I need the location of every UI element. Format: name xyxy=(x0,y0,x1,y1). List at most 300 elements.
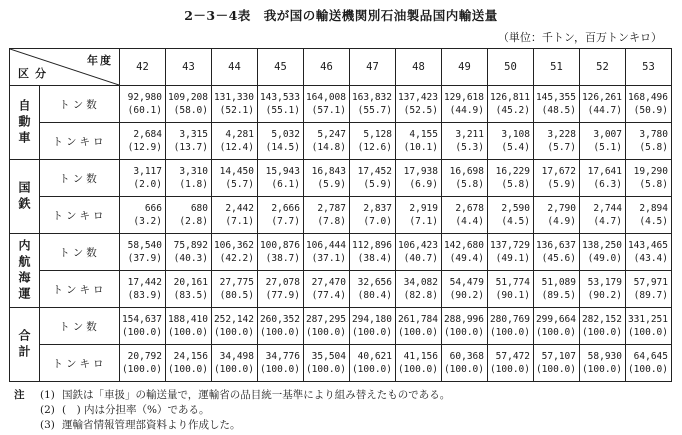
table-row xyxy=(10,160,672,197)
note-number: (3) xyxy=(40,419,55,431)
share-value: (5.4) xyxy=(501,142,530,153)
unit-label: （単位：千トン，百万トンキロ） xyxy=(497,31,662,44)
volume-value: 106,362 xyxy=(213,240,254,251)
volume-value: 51,089 xyxy=(541,277,576,288)
volume-value: 58,930 xyxy=(587,351,622,362)
volume-value: 188,410 xyxy=(167,314,208,325)
share-value: (38.4) xyxy=(357,253,392,264)
volume-value: 288,996 xyxy=(443,314,484,325)
volume-value: 4,281 xyxy=(225,129,254,140)
value-cell xyxy=(626,271,672,308)
value-cell xyxy=(396,345,442,382)
volume-value: 112,896 xyxy=(351,240,392,251)
value-cell xyxy=(212,271,258,308)
volume-value: 331,251 xyxy=(627,314,668,325)
volume-value: 34,082 xyxy=(403,277,438,288)
volume-value: 100,876 xyxy=(259,240,300,251)
volume-value: 17,938 xyxy=(403,166,438,177)
volume-value: 57,107 xyxy=(541,351,576,362)
table-title: 2－3－4表 我が国の輸送機関別石油製品国内輸送量 xyxy=(184,8,498,23)
share-value: (7.1) xyxy=(409,216,438,227)
share-value: (100.0) xyxy=(397,364,438,375)
share-value: (89.7) xyxy=(633,290,668,301)
transport-volume-table xyxy=(9,48,672,382)
share-value: (100.0) xyxy=(489,327,530,338)
value-cell xyxy=(534,197,580,234)
note-text: ( ) 内は分担率（%）である。 xyxy=(62,404,210,416)
value-cell xyxy=(580,234,626,271)
share-value: (6.3) xyxy=(593,179,622,190)
category-label: 国鉄 xyxy=(17,180,31,213)
value-cell xyxy=(350,234,396,271)
value-cell xyxy=(350,308,396,345)
value-cell xyxy=(212,123,258,160)
category-cell xyxy=(10,308,40,382)
table-row xyxy=(10,123,672,160)
share-value: (37.1) xyxy=(311,253,346,264)
notes xyxy=(14,388,450,433)
volume-value: 3,211 xyxy=(455,129,484,140)
value-cell xyxy=(304,234,350,271)
volume-value: 16,843 xyxy=(311,166,346,177)
category-label: 合計 xyxy=(17,328,31,361)
volume-value: 16,229 xyxy=(495,166,530,177)
volume-value: 3,007 xyxy=(593,129,622,140)
metric-label: トン数 xyxy=(40,160,120,197)
share-value: (77.4) xyxy=(311,290,346,301)
value-cell xyxy=(488,234,534,271)
volume-value: 20,792 xyxy=(127,351,162,362)
share-value: (12.9) xyxy=(127,142,162,153)
year-axis-label: 年度 xyxy=(87,54,113,67)
share-value: (82.8) xyxy=(403,290,438,301)
volume-value: 252,142 xyxy=(213,314,254,325)
volume-value: 136,637 xyxy=(535,240,576,251)
share-value: (7.8) xyxy=(317,216,346,227)
volume-value: 3,315 xyxy=(179,129,208,140)
share-value: (100.0) xyxy=(443,364,484,375)
value-cell xyxy=(488,345,534,382)
value-cell xyxy=(212,160,258,197)
value-cell xyxy=(396,123,442,160)
volume-value: 163,832 xyxy=(351,92,392,103)
value-cell xyxy=(534,271,580,308)
note-row xyxy=(14,388,450,403)
share-value: (80.4) xyxy=(357,290,392,301)
note-number: (1) xyxy=(40,389,55,401)
value-cell xyxy=(626,234,672,271)
year-header: 46 xyxy=(304,49,350,86)
share-value: (45.6) xyxy=(541,253,576,264)
table-row xyxy=(10,271,672,308)
share-value: (90.1) xyxy=(495,290,530,301)
table-row xyxy=(10,234,672,271)
value-cell xyxy=(626,197,672,234)
value-cell xyxy=(488,86,534,123)
volume-value: 168,496 xyxy=(627,92,668,103)
volume-value: 75,892 xyxy=(173,240,208,251)
share-value: (7.7) xyxy=(271,216,300,227)
share-value: (12.4) xyxy=(219,142,254,153)
value-cell xyxy=(120,123,166,160)
share-value: (5.7) xyxy=(225,179,254,190)
volume-value: 138,250 xyxy=(581,240,622,251)
note-number: (2) xyxy=(40,404,55,416)
category-axis-label: 区分 xyxy=(18,67,52,80)
share-value: (4.5) xyxy=(639,216,668,227)
share-value: (5.9) xyxy=(363,179,392,190)
share-value: (49.1) xyxy=(495,253,530,264)
share-value: (4.9) xyxy=(547,216,576,227)
value-cell xyxy=(304,308,350,345)
value-cell xyxy=(350,123,396,160)
corner-header xyxy=(10,49,120,86)
share-value: (100.0) xyxy=(581,327,622,338)
share-value: (7.1) xyxy=(225,216,254,227)
volume-value: 2,919 xyxy=(409,203,438,214)
share-value: (100.0) xyxy=(627,327,668,338)
volume-value: 131,330 xyxy=(213,92,254,103)
notes-label: 注 xyxy=(14,389,25,401)
share-value: (2.0) xyxy=(133,179,162,190)
share-value: (12.6) xyxy=(357,142,392,153)
volume-value: 34,498 xyxy=(219,351,254,362)
volume-value: 142,680 xyxy=(443,240,484,251)
value-cell xyxy=(258,234,304,271)
value-cell xyxy=(304,160,350,197)
value-cell xyxy=(442,308,488,345)
share-value: (5.8) xyxy=(455,179,484,190)
value-cell xyxy=(580,345,626,382)
volume-value: 2,790 xyxy=(547,203,576,214)
share-value: (50.9) xyxy=(633,105,668,116)
value-cell xyxy=(166,160,212,197)
share-value: (90.2) xyxy=(449,290,484,301)
value-cell xyxy=(258,160,304,197)
value-cell xyxy=(258,308,304,345)
volume-value: 680 xyxy=(190,203,208,214)
volume-value: 3,780 xyxy=(639,129,668,140)
volume-value: 16,698 xyxy=(449,166,484,177)
share-value: (7.0) xyxy=(363,216,392,227)
value-cell xyxy=(580,160,626,197)
value-cell xyxy=(350,160,396,197)
volume-value: 27,775 xyxy=(219,277,254,288)
value-cell xyxy=(580,271,626,308)
value-cell xyxy=(304,345,350,382)
share-value: (1.8) xyxy=(179,179,208,190)
table-row xyxy=(10,197,672,234)
volume-value: 299,664 xyxy=(535,314,576,325)
share-value: (4.4) xyxy=(455,216,484,227)
volume-value: 2,678 xyxy=(455,203,484,214)
value-cell xyxy=(580,123,626,160)
value-cell xyxy=(534,86,580,123)
volume-value: 5,032 xyxy=(271,129,300,140)
volume-value: 137,423 xyxy=(397,92,438,103)
value-cell xyxy=(166,271,212,308)
value-cell xyxy=(534,308,580,345)
volume-value: 2,837 xyxy=(363,203,392,214)
share-value: (14.8) xyxy=(311,142,346,153)
share-value: (52.5) xyxy=(403,105,438,116)
share-value: (89.5) xyxy=(541,290,576,301)
value-cell xyxy=(166,234,212,271)
value-cell xyxy=(212,234,258,271)
share-value: (100.0) xyxy=(213,364,254,375)
share-value: (44.7) xyxy=(587,105,622,116)
volume-value: 282,152 xyxy=(581,314,622,325)
volume-value: 143,533 xyxy=(259,92,300,103)
volume-value: 4,155 xyxy=(409,129,438,140)
volume-value: 137,729 xyxy=(489,240,530,251)
volume-value: 54,479 xyxy=(449,277,484,288)
value-cell xyxy=(396,271,442,308)
share-value: (100.0) xyxy=(627,364,668,375)
category-cell xyxy=(10,86,40,160)
share-value: (48.5) xyxy=(541,105,576,116)
value-cell xyxy=(488,160,534,197)
value-cell xyxy=(120,160,166,197)
volume-value: 17,672 xyxy=(541,166,576,177)
value-cell xyxy=(120,271,166,308)
volume-value: 51,774 xyxy=(495,277,530,288)
value-cell xyxy=(534,345,580,382)
value-cell xyxy=(626,123,672,160)
value-cell xyxy=(212,197,258,234)
volume-value: 35,504 xyxy=(311,351,346,362)
volume-value: 17,442 xyxy=(127,277,162,288)
value-cell xyxy=(442,123,488,160)
value-cell xyxy=(166,86,212,123)
volume-value: 57,971 xyxy=(633,277,668,288)
volume-value: 261,784 xyxy=(397,314,438,325)
volume-value: 5,128 xyxy=(363,129,392,140)
volume-value: 2,442 xyxy=(225,203,254,214)
value-cell xyxy=(350,86,396,123)
share-value: (42.2) xyxy=(219,253,254,264)
share-value: (13.7) xyxy=(173,142,208,153)
volume-value: 41,156 xyxy=(403,351,438,362)
value-cell xyxy=(580,197,626,234)
year-header: 45 xyxy=(258,49,304,86)
volume-value: 2,787 xyxy=(317,203,346,214)
share-value: (83.9) xyxy=(127,290,162,301)
value-cell xyxy=(350,345,396,382)
note-row xyxy=(14,403,450,418)
share-value: (5.7) xyxy=(547,142,576,153)
share-value: (49.4) xyxy=(449,253,484,264)
volume-value: 109,208 xyxy=(167,92,208,103)
volume-value: 3,310 xyxy=(179,166,208,177)
value-cell xyxy=(488,197,534,234)
value-cell xyxy=(304,86,350,123)
metric-label: トン数 xyxy=(40,308,120,345)
share-value: (100.0) xyxy=(167,327,208,338)
table-row xyxy=(10,345,672,382)
share-value: (77.9) xyxy=(265,290,300,301)
share-value: (5.8) xyxy=(639,179,668,190)
share-value: (44.9) xyxy=(449,105,484,116)
category-label: 自動車 xyxy=(17,98,31,147)
share-value: (5.9) xyxy=(317,179,346,190)
share-value: (100.0) xyxy=(167,364,208,375)
volume-value: 32,656 xyxy=(357,277,392,288)
share-value: (100.0) xyxy=(351,364,392,375)
volume-value: 24,156 xyxy=(173,351,208,362)
value-cell xyxy=(350,197,396,234)
share-value: (100.0) xyxy=(305,327,346,338)
value-cell xyxy=(258,197,304,234)
category-cell xyxy=(10,160,40,234)
category-cell xyxy=(10,234,40,308)
share-value: (55.1) xyxy=(265,105,300,116)
volume-value: 280,769 xyxy=(489,314,530,325)
value-cell xyxy=(442,86,488,123)
value-cell xyxy=(626,308,672,345)
table-row xyxy=(10,308,672,345)
share-value: (100.0) xyxy=(121,364,162,375)
year-header: 48 xyxy=(396,49,442,86)
value-cell xyxy=(442,234,488,271)
share-value: (49.0) xyxy=(587,253,622,264)
metric-label: トン数 xyxy=(40,234,120,271)
volume-value: 2,590 xyxy=(501,203,530,214)
year-header: 49 xyxy=(442,49,488,86)
volume-value: 2,666 xyxy=(271,203,300,214)
share-value: (43.4) xyxy=(633,253,668,264)
value-cell xyxy=(258,345,304,382)
value-cell xyxy=(258,123,304,160)
volume-value: 92,980 xyxy=(127,92,162,103)
volume-value: 17,641 xyxy=(587,166,622,177)
share-value: (5.1) xyxy=(593,142,622,153)
share-value: (100.0) xyxy=(259,327,300,338)
share-value: (6.1) xyxy=(271,179,300,190)
note-text: 国鉄は「車扱」の輸送量で，運輸省の品目統一基準により組み替えたものである。 xyxy=(62,389,451,401)
share-value: (100.0) xyxy=(213,327,254,338)
year-header: 50 xyxy=(488,49,534,86)
share-value: (6.9) xyxy=(409,179,438,190)
value-cell xyxy=(212,308,258,345)
note-text: 運輸省情報管理部資料より作成した。 xyxy=(62,419,241,431)
volume-value: 126,811 xyxy=(489,92,530,103)
category-label: 内航海運 xyxy=(17,238,31,303)
volume-value: 3,108 xyxy=(501,129,530,140)
share-value: (100.0) xyxy=(121,327,162,338)
share-value: (5.8) xyxy=(501,179,530,190)
volume-value: 126,261 xyxy=(581,92,622,103)
year-header: 47 xyxy=(350,49,396,86)
volume-value: 129,618 xyxy=(443,92,484,103)
volume-value: 14,450 xyxy=(219,166,254,177)
value-cell xyxy=(212,86,258,123)
value-cell xyxy=(442,197,488,234)
value-cell xyxy=(304,123,350,160)
volume-value: 2,894 xyxy=(639,203,668,214)
value-cell xyxy=(488,308,534,345)
volume-value: 40,621 xyxy=(357,351,392,362)
share-value: (5.9) xyxy=(547,179,576,190)
value-cell xyxy=(580,86,626,123)
volume-value: 2,684 xyxy=(133,129,162,140)
volume-value: 60,368 xyxy=(449,351,484,362)
share-value: (40.7) xyxy=(403,253,438,264)
value-cell xyxy=(626,160,672,197)
value-cell xyxy=(488,123,534,160)
volume-value: 5,247 xyxy=(317,129,346,140)
value-cell xyxy=(396,160,442,197)
volume-value: 3,117 xyxy=(133,166,162,177)
value-cell xyxy=(212,345,258,382)
value-cell xyxy=(534,160,580,197)
volume-value: 19,290 xyxy=(633,166,668,177)
year-header: 52 xyxy=(580,49,626,86)
value-cell xyxy=(396,197,442,234)
volume-value: 164,008 xyxy=(305,92,346,103)
value-cell xyxy=(350,271,396,308)
value-cell xyxy=(120,308,166,345)
share-value: (100.0) xyxy=(489,364,530,375)
share-value: (4.5) xyxy=(501,216,530,227)
year-header: 51 xyxy=(534,49,580,86)
year-header: 42 xyxy=(120,49,166,86)
volume-value: 143,465 xyxy=(627,240,668,251)
value-cell xyxy=(626,86,672,123)
volume-value: 53,179 xyxy=(587,277,622,288)
share-value: (100.0) xyxy=(305,364,346,375)
value-cell xyxy=(258,271,304,308)
note-row xyxy=(14,418,450,433)
share-value: (80.5) xyxy=(219,290,254,301)
value-cell xyxy=(534,123,580,160)
volume-value: 294,180 xyxy=(351,314,392,325)
value-cell xyxy=(166,345,212,382)
share-value: (60.1) xyxy=(127,105,162,116)
metric-label: トンキロ xyxy=(40,123,120,160)
volume-value: 15,943 xyxy=(265,166,300,177)
volume-value: 64,645 xyxy=(633,351,668,362)
share-value: (100.0) xyxy=(535,364,576,375)
share-value: (100.0) xyxy=(351,327,392,338)
value-cell xyxy=(166,197,212,234)
share-value: (58.0) xyxy=(173,105,208,116)
share-value: (52.1) xyxy=(219,105,254,116)
share-value: (3.2) xyxy=(133,216,162,227)
volume-value: 154,637 xyxy=(121,314,162,325)
volume-value: 3,228 xyxy=(547,129,576,140)
share-value: (5.8) xyxy=(639,142,668,153)
value-cell xyxy=(396,234,442,271)
volume-value: 2,744 xyxy=(593,203,622,214)
share-value: (14.5) xyxy=(265,142,300,153)
volume-value: 666 xyxy=(144,203,162,214)
year-header: 43 xyxy=(166,49,212,86)
share-value: (37.9) xyxy=(127,253,162,264)
metric-label: トンキロ xyxy=(40,197,120,234)
volume-value: 27,078 xyxy=(265,277,300,288)
metric-label: トンキロ xyxy=(40,345,120,382)
volume-value: 260,352 xyxy=(259,314,300,325)
share-value: (57.1) xyxy=(311,105,346,116)
volume-value: 58,540 xyxy=(127,240,162,251)
value-cell xyxy=(488,271,534,308)
year-header: 44 xyxy=(212,49,258,86)
share-value: (5.3) xyxy=(455,142,484,153)
share-value: (90.2) xyxy=(587,290,622,301)
header-row xyxy=(10,49,672,86)
volume-value: 27,470 xyxy=(311,277,346,288)
